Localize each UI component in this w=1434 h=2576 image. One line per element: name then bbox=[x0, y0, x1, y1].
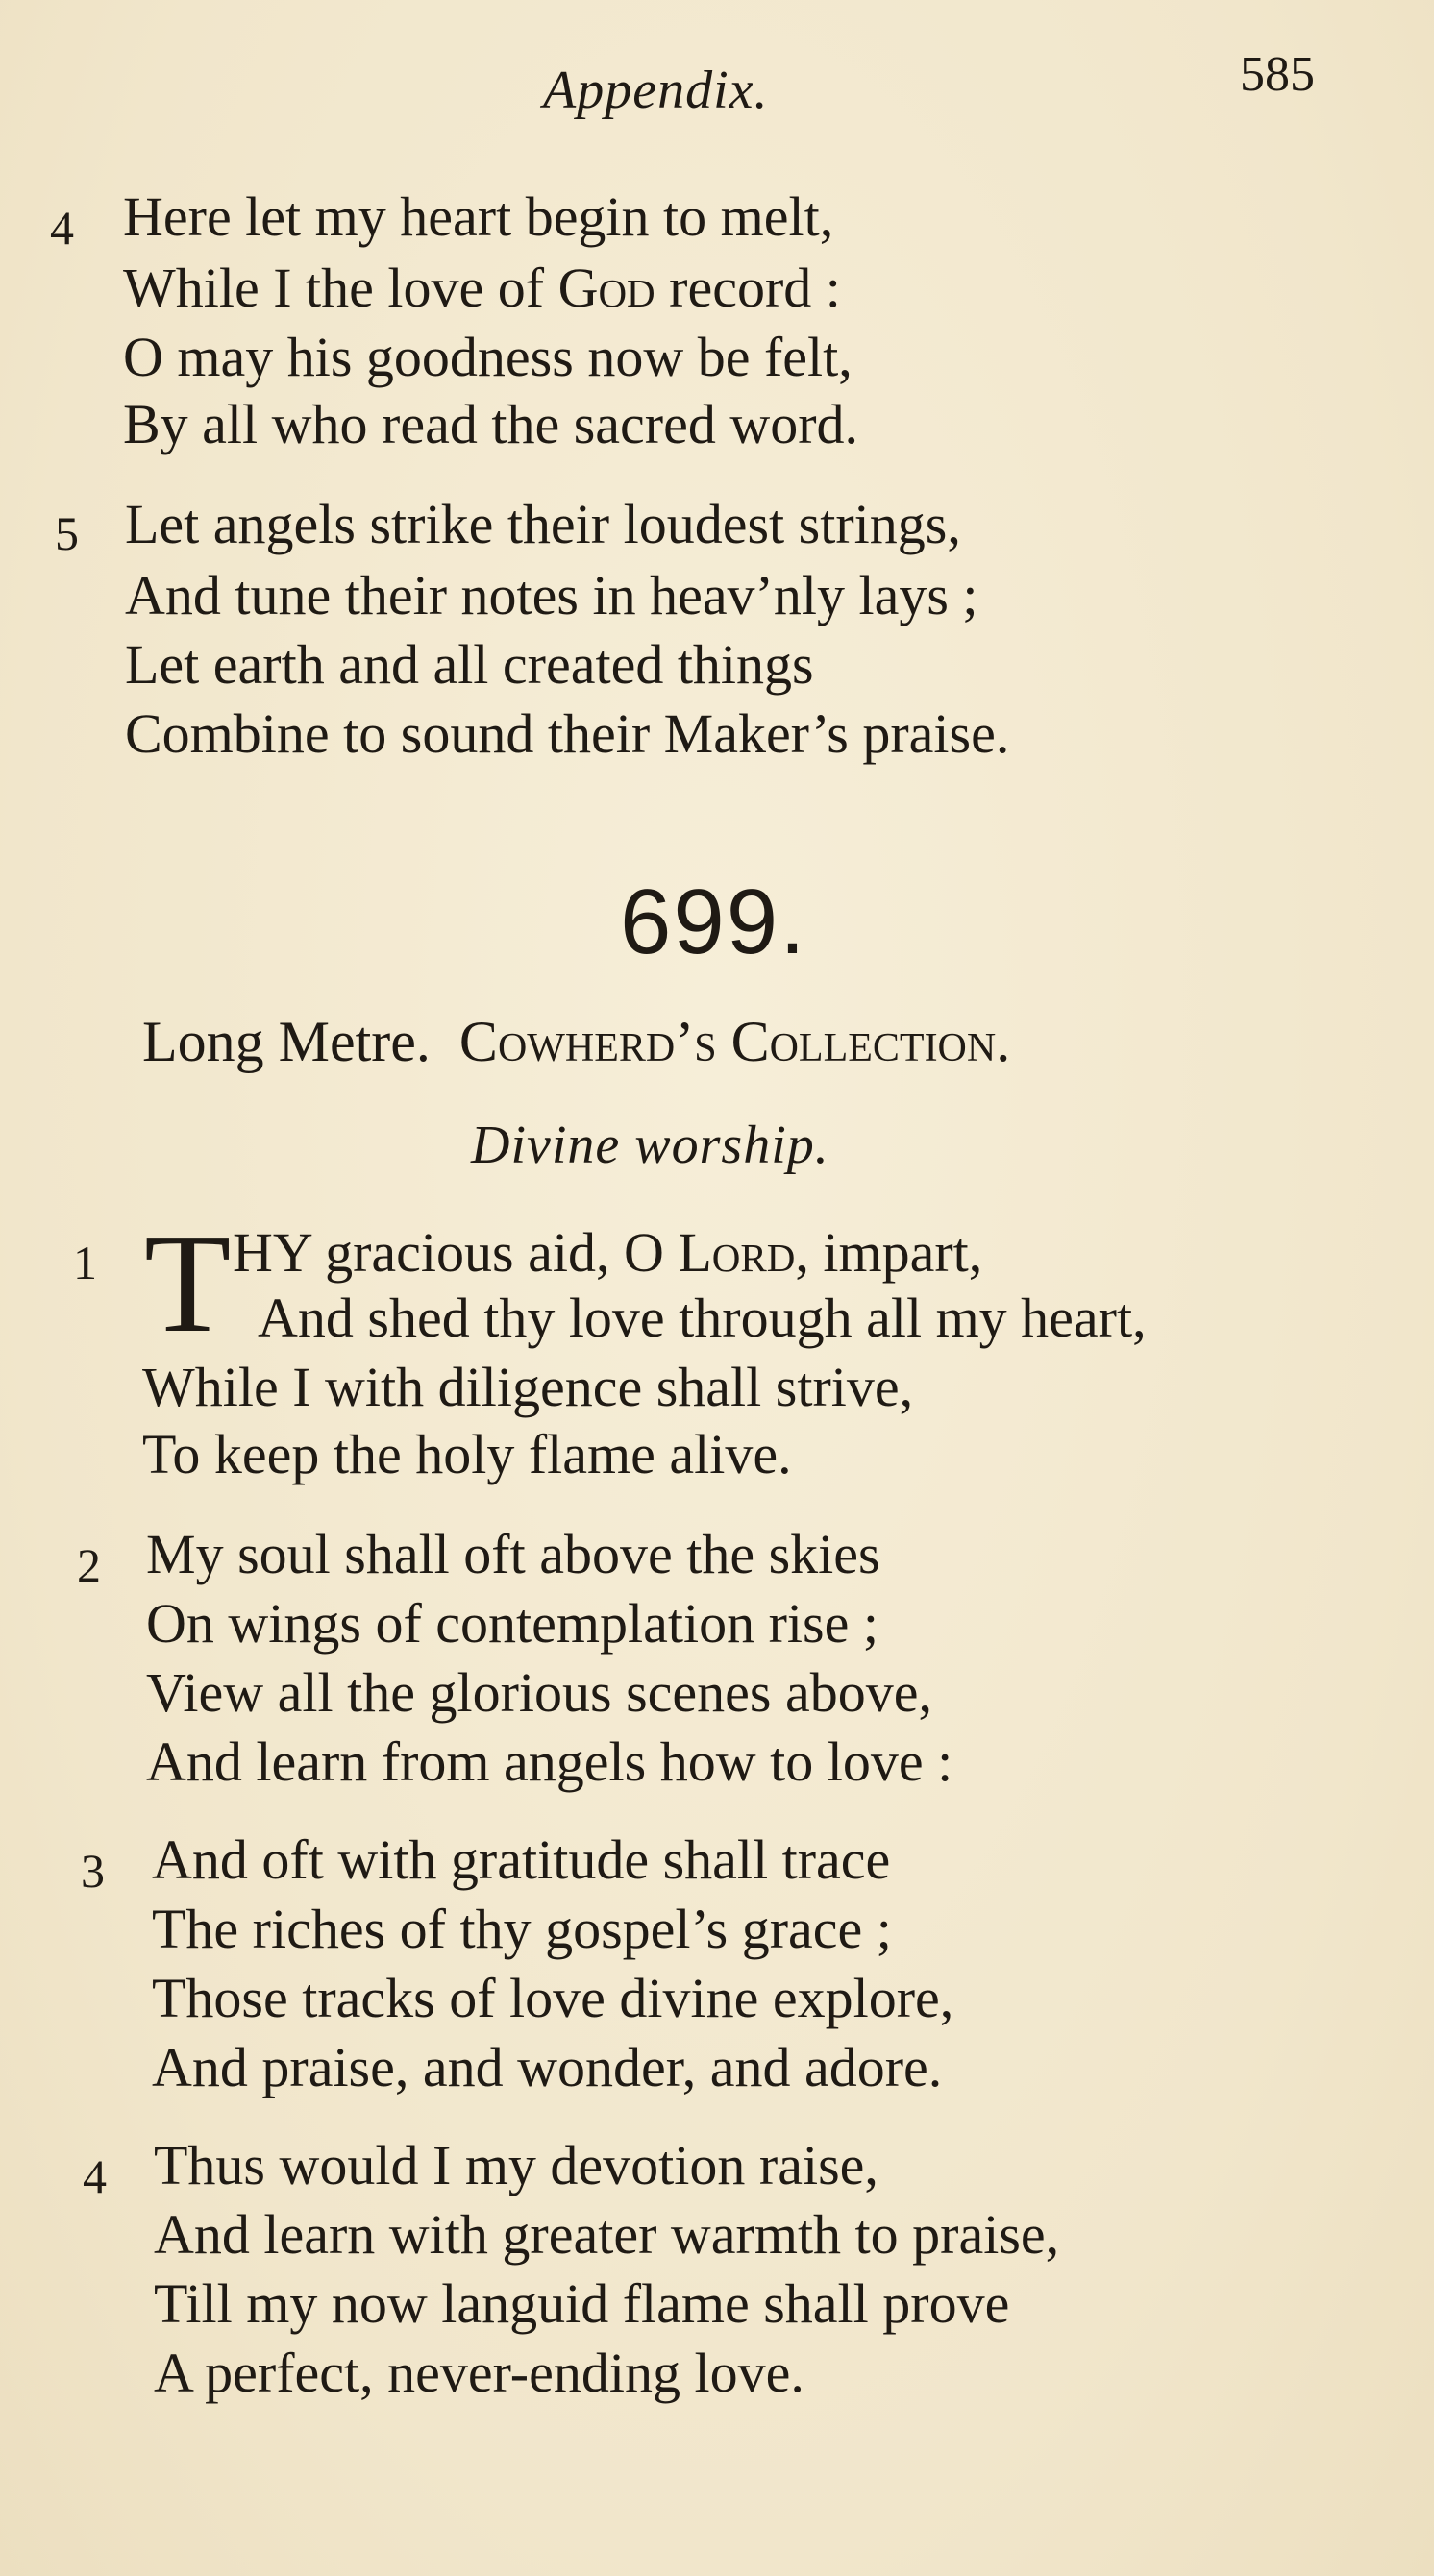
verse-line: View all the glorious scenes above, bbox=[146, 1661, 932, 1724]
verse-line: Combine to sound their Maker’s praise. bbox=[125, 702, 1010, 765]
verse-line: To keep the holy flame alive. bbox=[142, 1423, 792, 1485]
verse-line: Till my now languid flame shall prove bbox=[154, 2272, 1010, 2335]
verse-line: The riches of thy gospel’s grace ; bbox=[152, 1898, 892, 1960]
verse-line: And tune their notes in heav’nly lays ; bbox=[125, 564, 978, 626]
verse-line: Those tracks of love divine explore, bbox=[152, 1967, 954, 2029]
drop-cap: T bbox=[144, 1205, 232, 1362]
verse-line: O may his goodness now be felt, bbox=[123, 326, 853, 388]
divine-name: Lord bbox=[678, 1221, 796, 1284]
verse-line: On wings of contemplation rise ; bbox=[146, 1592, 878, 1655]
meter-line bbox=[142, 1009, 1010, 1075]
verse-line: Let earth and all created things bbox=[125, 633, 814, 696]
running-head: Appendix. bbox=[543, 61, 769, 120]
verse-line: Thus would I my devotion raise, bbox=[154, 2134, 878, 2196]
verse-line: Here let my heart begin to melt, bbox=[123, 185, 834, 248]
stanza-number: 1 bbox=[73, 1236, 97, 1289]
verse-line: Let angels strike their loudest strings, bbox=[125, 493, 961, 555]
hymn-number: 699. bbox=[620, 871, 807, 973]
verse-line: While I the love of God record : bbox=[123, 257, 841, 319]
stanza-number: 5 bbox=[55, 506, 79, 560]
stanza-number: 4 bbox=[50, 201, 74, 255]
verse-line: While I with diligence shall strive, bbox=[142, 1356, 914, 1418]
divine-name: God bbox=[557, 257, 655, 319]
verse-line: And learn with greater warmth to praise, bbox=[154, 2203, 1060, 2266]
verse-line: And shed thy love through all my heart, bbox=[258, 1287, 1147, 1349]
verse-line: My soul shall oft above the skies bbox=[146, 1523, 880, 1585]
stanza-number: 4 bbox=[83, 2149, 107, 2203]
verse-line: A perfect, never-ending love. bbox=[154, 2342, 804, 2404]
collection-name: Cowherd’s Collection. bbox=[458, 1010, 1011, 1073]
stanza-number: 3 bbox=[81, 1844, 105, 1898]
hymn-title: Divine worship. bbox=[471, 1116, 829, 1175]
verse-line: By all who read the sacred word. bbox=[123, 393, 859, 455]
verse-line: And learn from angels how to love : bbox=[146, 1730, 953, 1793]
verse-line: HY gracious aid, O Lord, impart, bbox=[233, 1221, 983, 1284]
page-number: 585 bbox=[1240, 47, 1315, 102]
verse-line: And oft with gratitude shall trace bbox=[152, 1828, 891, 1891]
meter: Long Metre. bbox=[142, 1010, 431, 1073]
verse-line: And praise, and wonder, and adore. bbox=[152, 2036, 943, 2098]
stanza-number: 2 bbox=[77, 1538, 101, 1592]
